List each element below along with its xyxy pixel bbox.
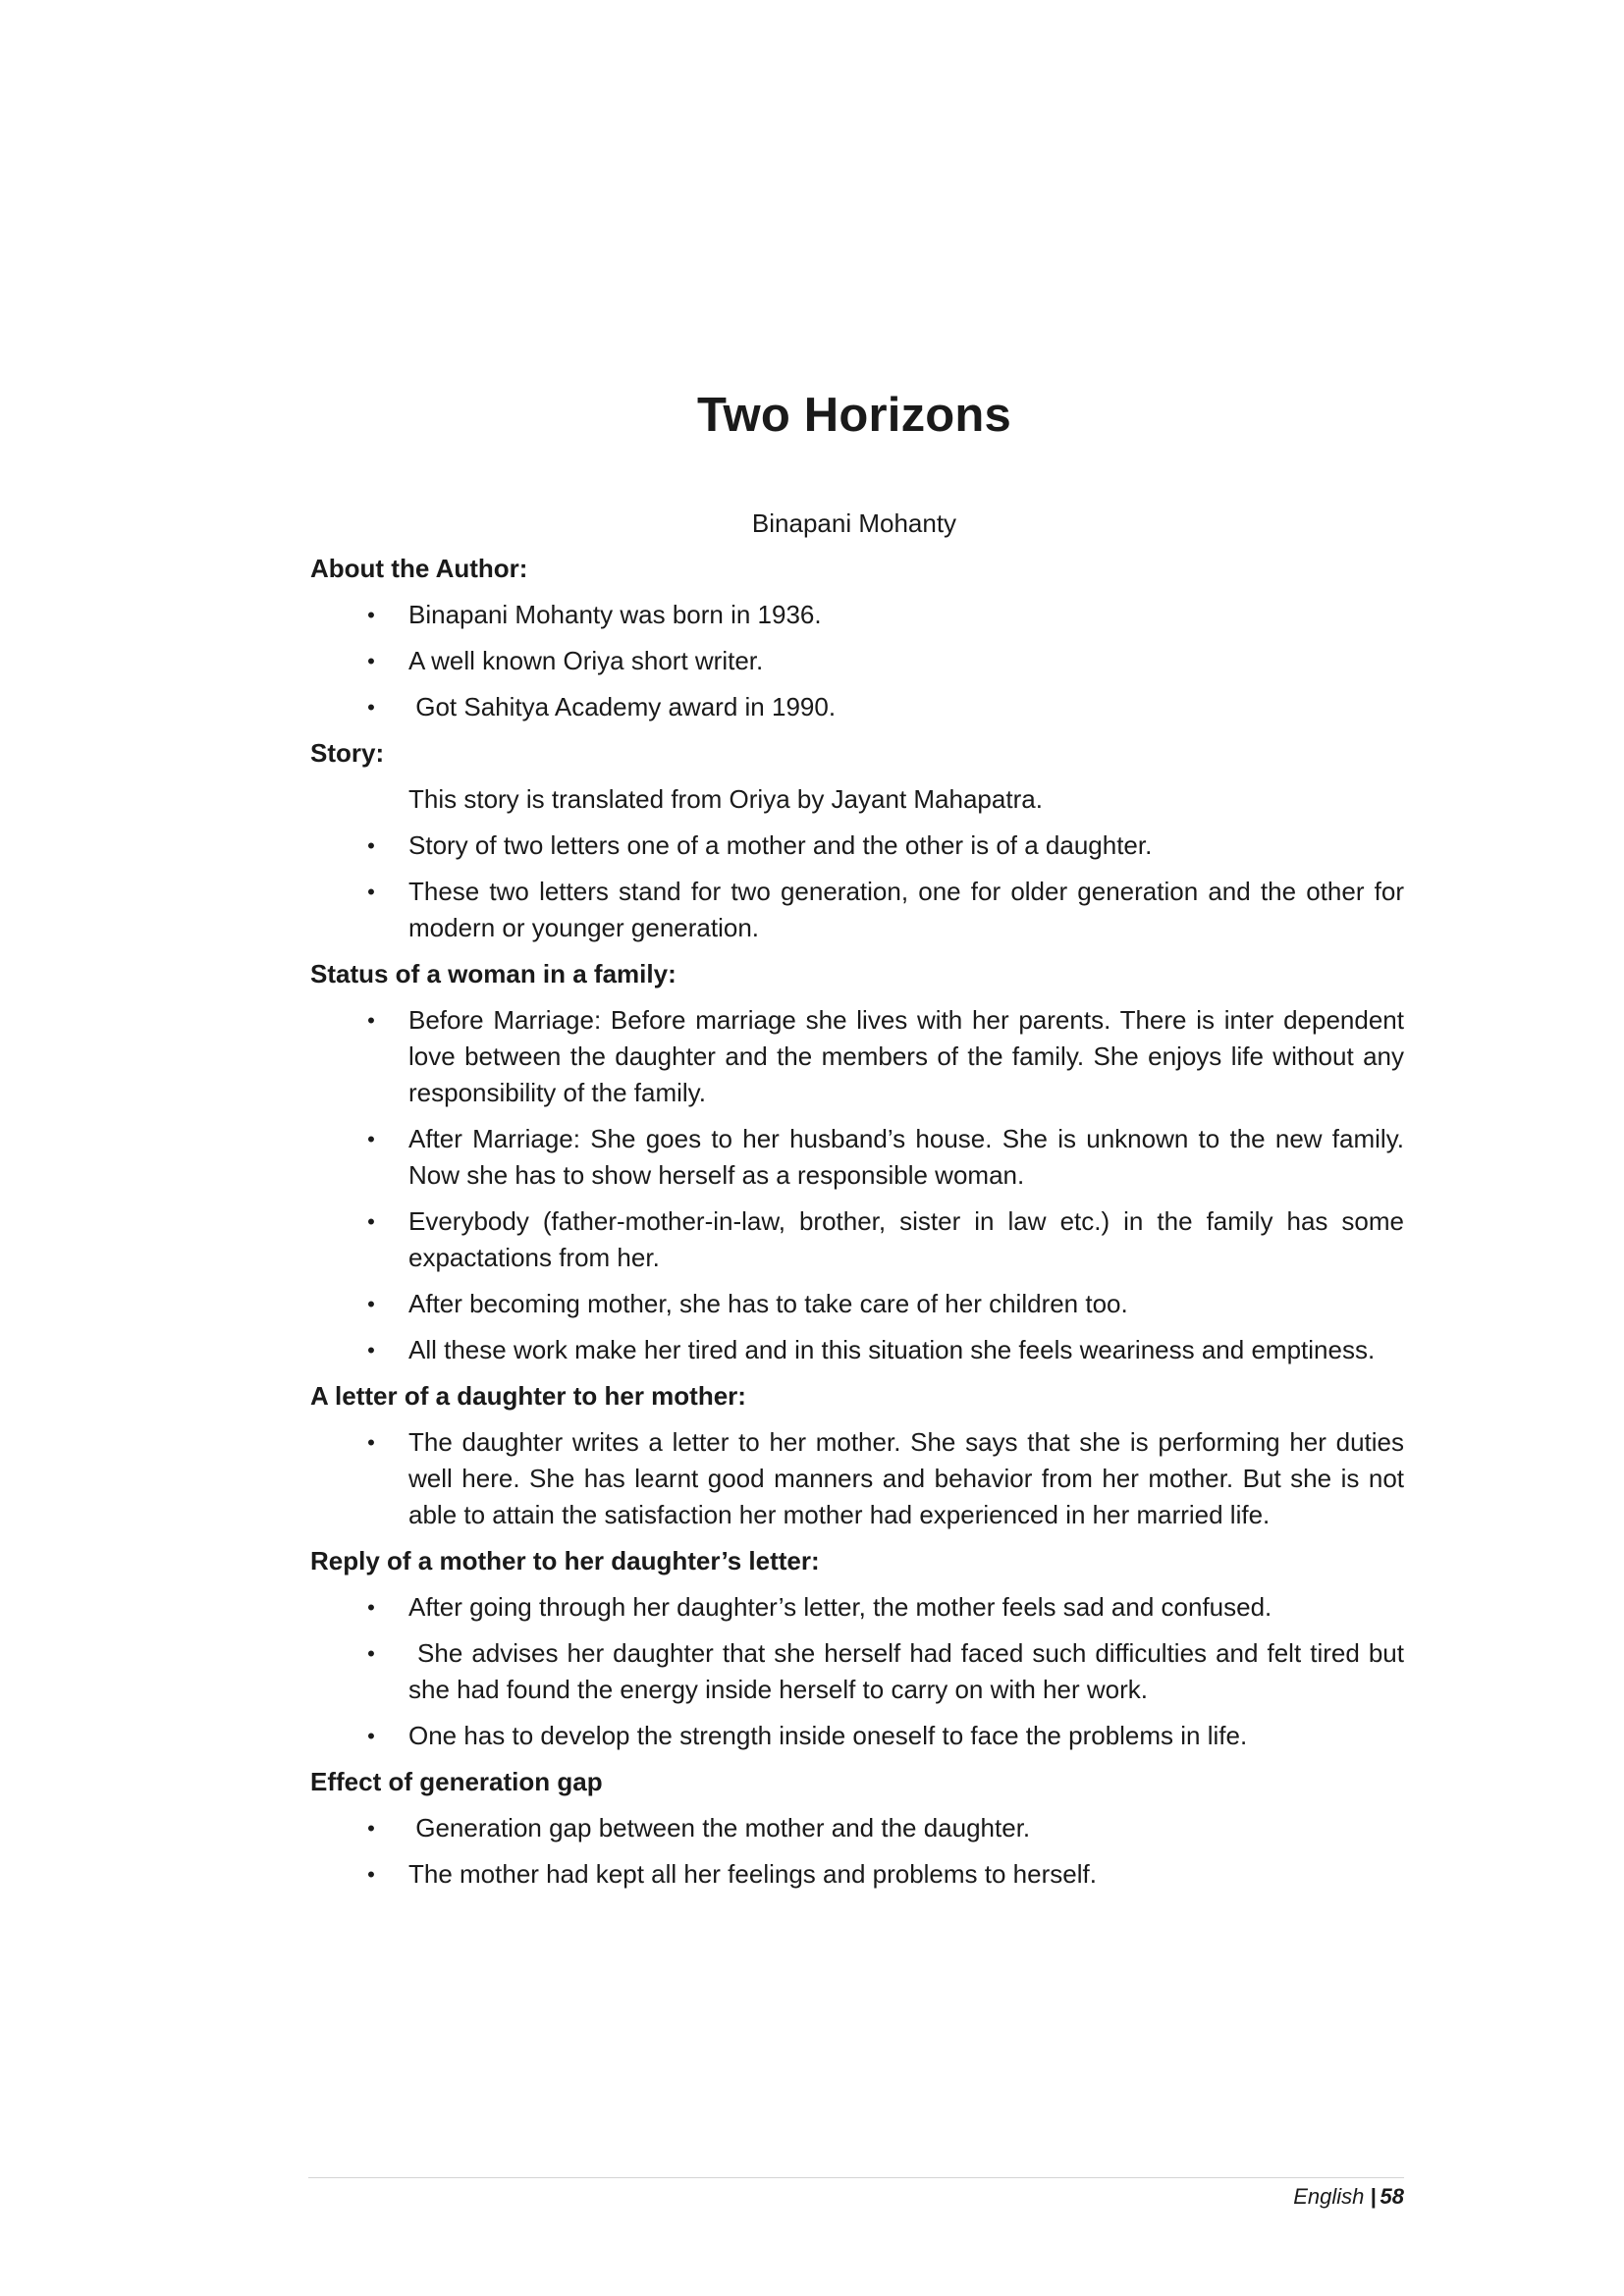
page-title: Two Horizons bbox=[697, 389, 1011, 442]
bullet-icon: • bbox=[367, 1595, 375, 1620]
bullet-list bbox=[310, 1810, 1404, 1893]
list-item-text: Before Marriage: Before marriage she lives with her parents. There is inter dependent love between the daughter and the members of the family. She enjoys life without any responsibility of the family. bbox=[408, 1005, 1404, 1107]
list-item bbox=[310, 597, 1404, 633]
page-footer bbox=[1293, 2184, 1404, 2210]
bullet-icon: • bbox=[367, 1209, 375, 1234]
bullet-list bbox=[310, 828, 1404, 946]
bullet-list bbox=[310, 1589, 1412, 1754]
bullet-icon: • bbox=[367, 1008, 375, 1033]
list-item-text: All these work make her tired and in this situation she feels weariness and emptiness. bbox=[408, 1335, 1376, 1364]
list-item-text: The mother had kept all her feelings and problems to herself. bbox=[408, 1859, 1097, 1889]
bullet-icon: • bbox=[367, 880, 375, 904]
list-item bbox=[310, 1718, 1404, 1754]
list-item-text: A well known Oriya short writer. bbox=[408, 646, 764, 675]
section-heading: Status of a woman in a family: bbox=[310, 959, 677, 988]
list-item bbox=[310, 874, 1404, 946]
list-item bbox=[310, 1424, 1404, 1533]
list-item-text: Binapani Mohanty was born in 1936. bbox=[408, 600, 822, 629]
section-daughter-letter bbox=[310, 1378, 1404, 1533]
list-item-text: After Marriage: She goes to her husband’s house. She is unknown to the new family. Now she has to show herself as a responsible woman. bbox=[408, 1124, 1404, 1190]
list-item-text: She advises her daughter that she herself had faced such difficulties and felt tired but she had found the energy inside herself to carry on with her work. bbox=[408, 1638, 1412, 1704]
bullet-icon: • bbox=[367, 833, 375, 858]
list-item-text: Got Sahitya Academy award in 1990. bbox=[408, 692, 837, 721]
author-name: Binapani Mohanty bbox=[751, 508, 957, 538]
bullet-icon: • bbox=[367, 1127, 375, 1151]
section-heading: Reply of a mother to her daughter’s letter: bbox=[310, 1546, 820, 1575]
bullet-icon: • bbox=[367, 1430, 375, 1455]
story-intro: This story is translated from Oriya by Jayant Mahapatra. bbox=[408, 784, 1043, 814]
list-item bbox=[310, 643, 1404, 679]
bullet-icon: • bbox=[367, 1862, 375, 1887]
bullet-icon: • bbox=[367, 603, 375, 627]
footer-separator: | bbox=[1370, 2184, 1377, 2209]
list-item bbox=[310, 828, 1404, 864]
list-item-text: Generation gap between the mother and the daughter. bbox=[408, 1813, 1031, 1842]
list-item-text: Story of two letters one of a mother and the other is of a daughter. bbox=[408, 830, 1153, 860]
list-item bbox=[310, 1332, 1404, 1368]
bullet-list bbox=[310, 1002, 1404, 1368]
bullet-icon: • bbox=[367, 695, 375, 720]
page-number: 58 bbox=[1380, 2184, 1404, 2209]
list-item bbox=[310, 1203, 1404, 1276]
bullet-icon: • bbox=[367, 1724, 375, 1748]
section-heading: A letter of a daughter to her mother: bbox=[310, 1381, 746, 1411]
document-body bbox=[310, 551, 1412, 1902]
section-about-author bbox=[310, 551, 1404, 725]
section-heading: About the Author: bbox=[310, 554, 528, 583]
list-item bbox=[310, 1286, 1404, 1322]
footer-subject: English bbox=[1293, 2184, 1365, 2209]
list-item bbox=[310, 1635, 1412, 1708]
section-heading: Effect of generation gap bbox=[310, 1767, 603, 1796]
list-item-text: The daughter writes a letter to her mother. She says that she is performing her duties well here. She has learnt good manners and behavior from her mother. But she is not able to attain the satisfaction her mother had experienced in her married life. bbox=[408, 1427, 1404, 1529]
list-item bbox=[310, 1856, 1404, 1893]
bullet-icon: • bbox=[367, 1292, 375, 1316]
list-item-text: One has to develop the strength inside oneself to face the problems in life. bbox=[408, 1721, 1248, 1750]
bullet-list bbox=[310, 597, 1404, 725]
list-item-text: These two letters stand for two generation, one for older generation and the other for modern or younger generation. bbox=[408, 877, 1404, 942]
list-item bbox=[310, 1002, 1404, 1111]
section-status-of-woman bbox=[310, 956, 1404, 1368]
section-heading: Story: bbox=[310, 738, 385, 768]
list-item bbox=[310, 1121, 1404, 1194]
list-item bbox=[310, 1589, 1404, 1626]
section-generation-gap bbox=[310, 1764, 1404, 1893]
section-mother-reply bbox=[310, 1543, 1412, 1754]
list-item bbox=[310, 689, 1404, 725]
bullet-icon: • bbox=[367, 1641, 375, 1666]
footer-divider bbox=[308, 2177, 1404, 2178]
list-item-text: Everybody (father-mother-in-law, brother, sister in law etc.) in the family has some expactations from her. bbox=[408, 1206, 1404, 1272]
bullet-icon: • bbox=[367, 1338, 375, 1362]
bullet-list bbox=[310, 1424, 1404, 1533]
list-item-text: After going through her daughter’s letter, the mother feels sad and confused. bbox=[408, 1592, 1272, 1622]
list-item bbox=[310, 1810, 1404, 1846]
bullet-icon: • bbox=[367, 649, 375, 673]
section-story bbox=[310, 735, 1404, 946]
list-item-text: After becoming mother, she has to take care of her children too. bbox=[408, 1289, 1128, 1318]
bullet-icon: • bbox=[367, 1816, 375, 1841]
